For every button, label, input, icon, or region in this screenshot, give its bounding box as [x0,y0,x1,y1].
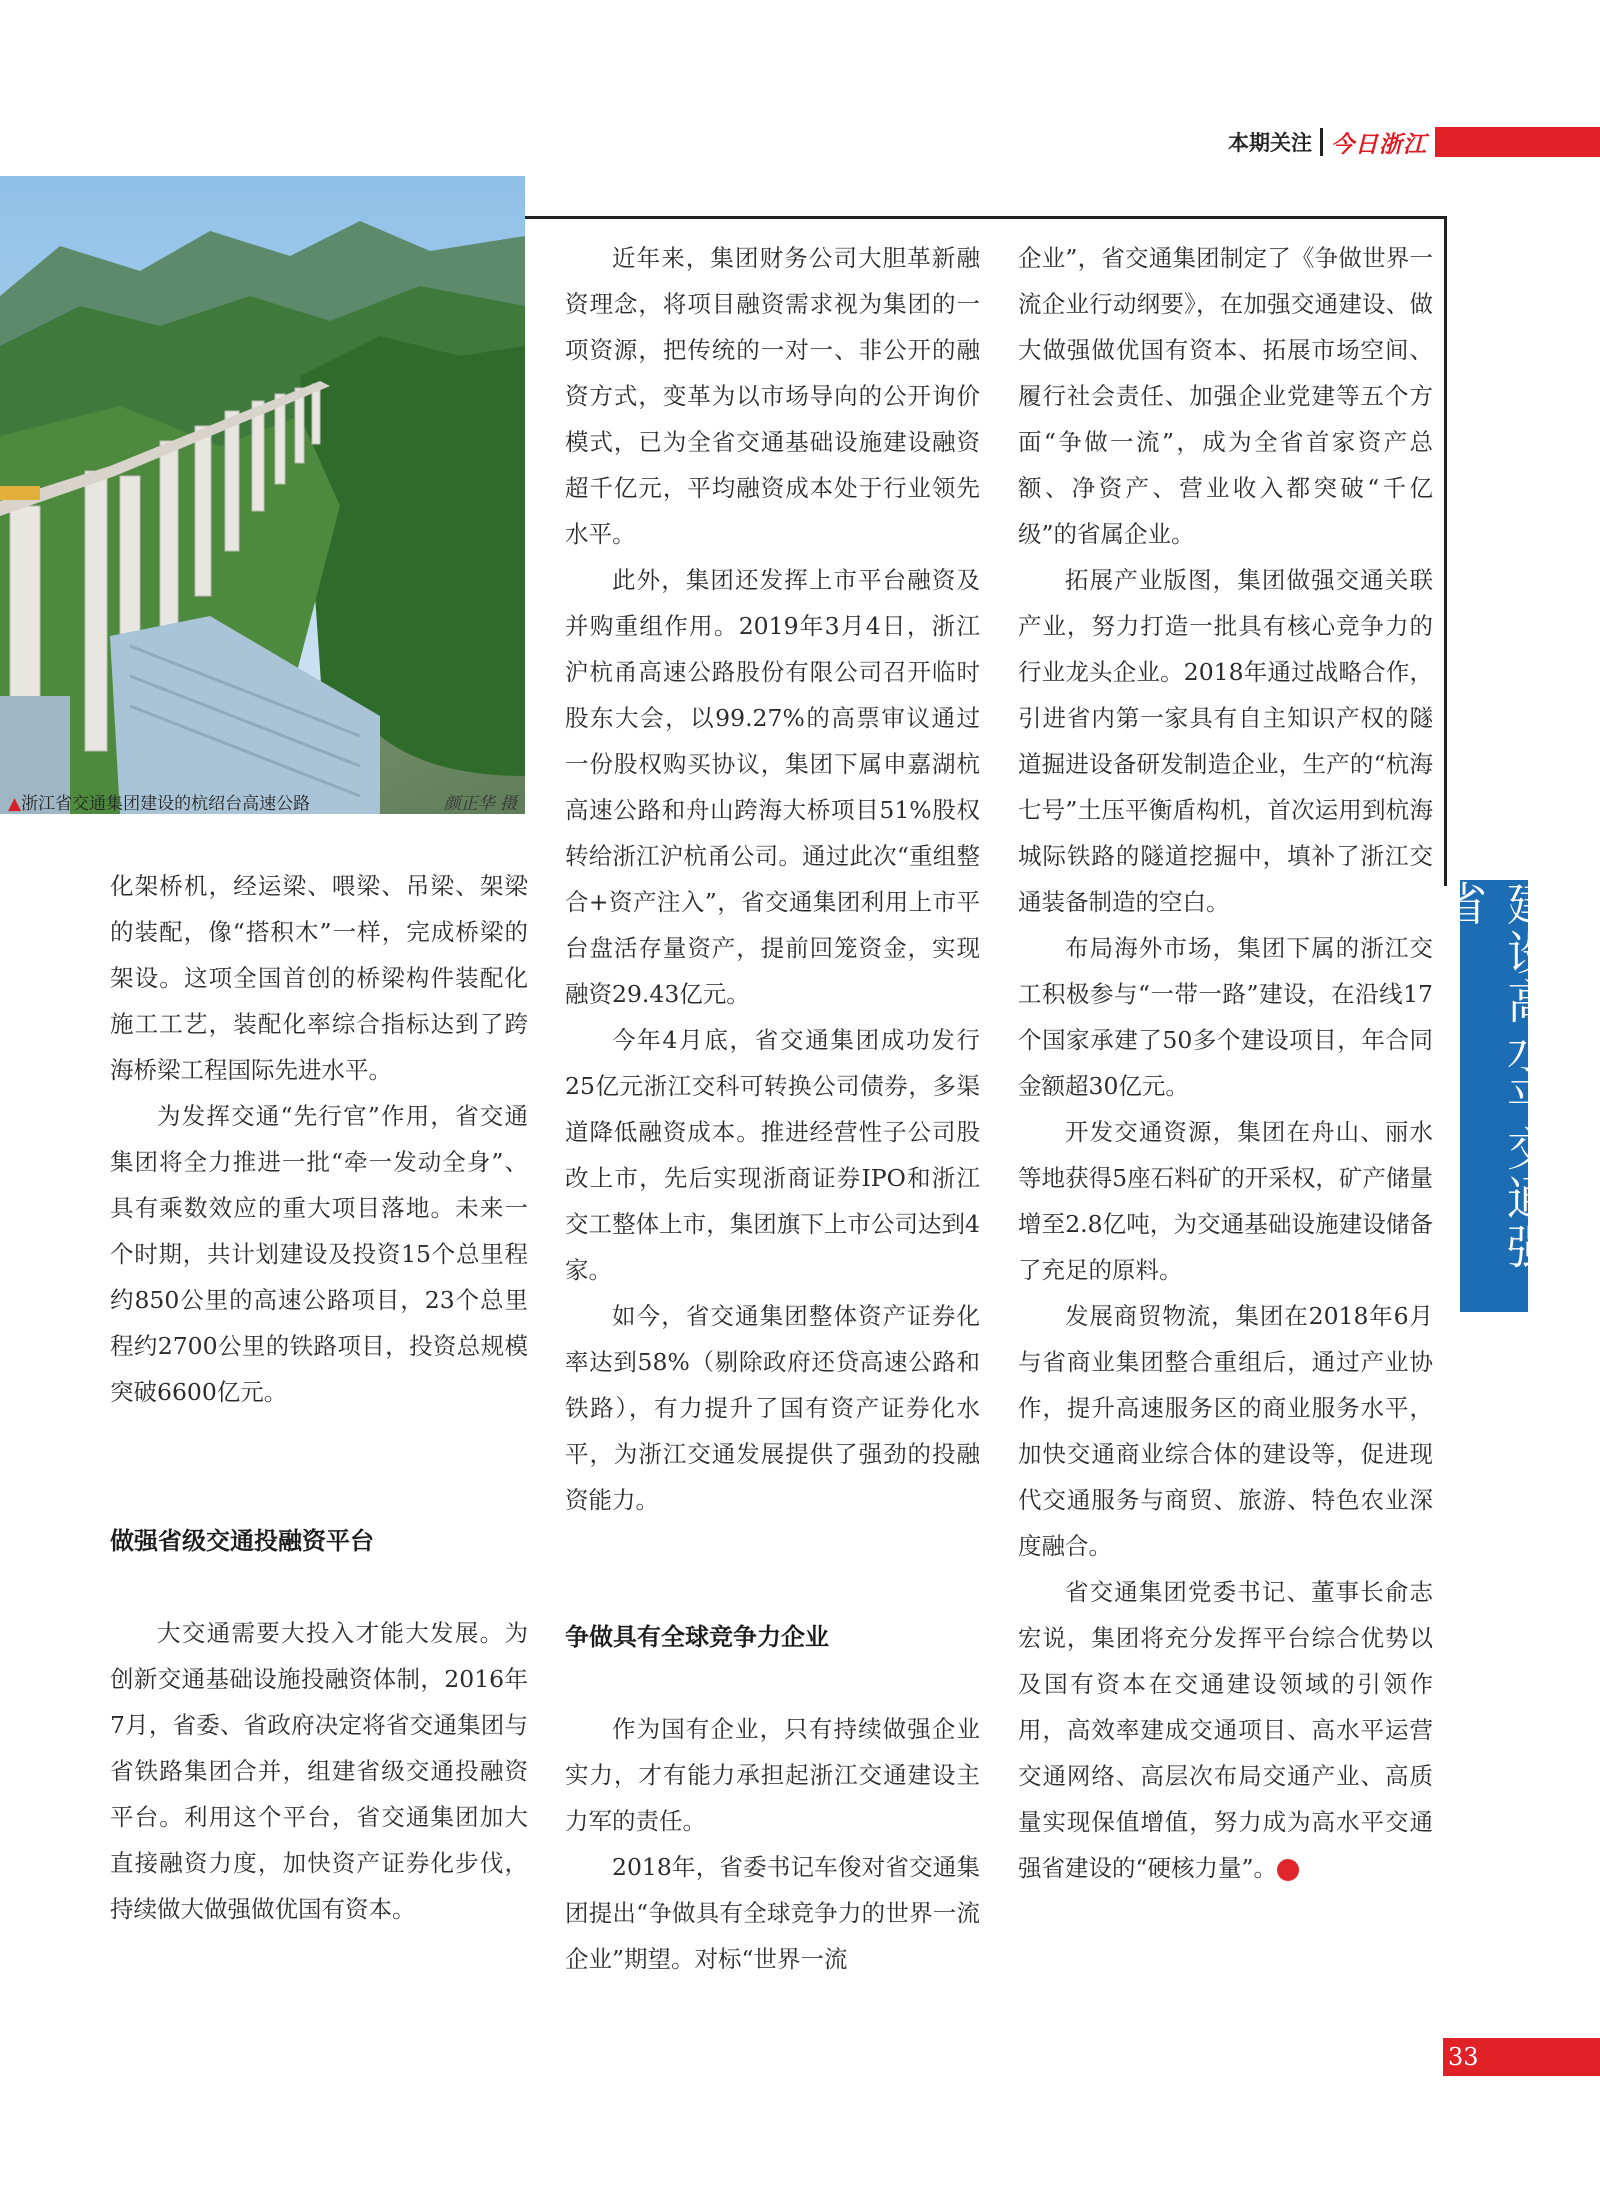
page-header [1228,125,1600,159]
side-tab-text: 建设高水平交通强省 [1434,880,1554,1272]
frame-line-top [525,216,1445,219]
paragraph: 拓展产业版图，集团做强交通关联产业，努力打造一批具有核心竞争力的行业龙头企业。2018年通过战略合作，引进省内第一家具有自主知识产权的隧道掘进设备研发制造企业，生产的“杭海七号”土压平衡盾构机，首次运用到杭海城际铁路的隧道挖掘中，填补了浙江交通装备制造的空白。 [1018,566,1433,916]
caption-triangle-icon: ▲ [8,793,22,814]
paragraph: 作为国有企业，只有持续做强企业实力，才有能力承担起浙江交通建设主力军的责任。 [565,1715,980,1835]
paragraph: 大交通需要大投入才能大发展。为创新交通基础设施投融资体制，2016年7月，省委、省政府决定将省交通集团与省铁路集团合并，组建省级交通投融资平台。利用这个平台，省交通集团加大直接融资力度，加快资产证券化步伐，持续做大做强做优国有资本。 [110,1619,528,1923]
paragraph: 为发挥交通“先行官”作用，省交通集团将全力推进一批“牵一发动全身”、具有乘数效应的重大项目落地。未来一个时期，共计划建设及投资15个总里程约850公里的高速公路项目，23个总里程约2700公里的铁路项目，投资总规模突破6600亿元。 [110,1102,528,1406]
paragraph: 布局海外市场，集团下属的浙江交工积极参与“一带一路”建设，在沿线17个国家承建了50多个建设项目，年合同金额超30亿元。 [1018,934,1433,1100]
paragraph: 化架桥机，经运梁、喂梁、吊梁、架梁的装配，像“搭积木”一样，完成桥梁的架设。这项全国首创的桥梁构件装配化施工工艺，装配化率综合指标达到了跨海桥梁工程国际先进水平。 [110,872,528,1084]
paragraph: 开发交通资源，集团在舟山、丽水等地获得5座石料矿的开采权，矿产储量增至2.8亿吨，为交通基础设施建设储备了充足的原料。 [1018,1118,1433,1284]
article-column-3 [1018,235,1433,1891]
paragraph-final [1018,1569,1433,1891]
end-mark-icon: 今 [1277,1859,1299,1881]
paragraph-text: 省交通集团党委书记、董事长俞志宏说，集团将充分发挥平台综合优势以及国有资本在交通建设领域的引领作用，高效率建成交通项目、高水平运营交通网络、高层次布局交通产业、高质量实现保值增值，努力成为高水平交通强省建设的“硬核力量”。 [1018,1578,1433,1882]
caption-text: 浙江省交通集团建设的杭绍台高速公路 [21,793,311,814]
page-number: 33 [1448,2043,1479,2071]
article-column-1 [110,863,528,1415]
magazine-logo: 今日浙江 [1331,131,1427,158]
header-red-bar [1435,127,1600,157]
photo-credit: 颜正华 摄 [443,793,517,814]
paragraph: 企业”，省交通集团制定了《争做世界一流企业行动纲要》，在加强交通建设、做大做强做优国有资本、拓展市场空间、履行社会责任、加强企业党建等五个方面“争做一流”，成为全省首家资产总额、净资产、营业收入都突破“千亿级”的省属企业。 [1018,244,1433,548]
photo-caption [8,788,523,814]
paragraph: 发展商贸物流，集团在2018年6月与省商业集团整合重组后，通过产业协作，提升高速服务区的商业服务水平，加快交通商业综合体的建设等，促进现代交通服务与商贸、旅游、特色农业深度融合。 [1018,1302,1433,1560]
paragraph: 2018年，省委书记车俊对省交通集团提出“争做具有全球竞争力的世界一流企业”期望。对标“世界一流 [565,1853,980,1973]
paragraph: 今年4月底，省交通集团成功发行25亿元浙江交科可转换公司债券，多渠道降低融资成本。推进经营性子公司股改上市，先后实现浙商证券IPO和浙江交工整体上市，集团旗下上市公司达到4家。 [565,1026,980,1284]
section-title: 本期关注 [1228,131,1312,155]
section-heading: 争做具有全球竞争力企业 [565,1623,829,1651]
highway-bridge-photo [0,176,525,814]
frame-line-right [1444,216,1447,886]
side-topic-tab [1434,880,1554,1312]
paragraph: 近年来，集团财务公司大胆革新融资理念，将项目融资需求视为集团的一项资源，把传统的一对一、非公开的融资方式，变革为以市场导向的公开询价模式，已为全省交通基础设施建设融资超千亿元，平均融资成本处于行业领先水平。 [565,244,980,548]
article-column-2 [565,235,980,1523]
section-heading: 做强省级交通投融资平台 [110,1527,374,1555]
header-divider [1320,128,1323,156]
paragraph: 如今，省交通集团整体资产证券化率达到58%（剔除政府还贷高速公路和铁路），有力提升了国有资产证券化水平，为浙江交通发展提供了强劲的投融资能力。 [565,1302,980,1514]
paragraph: 此外，集团还发挥上市平台融资及并购重组作用。2019年3月4日，浙江沪杭甬高速公路股份有限公司召开临时股东大会，以99.27%的高票审议通过一份股权购买协议，集团下属申嘉湖杭高速公路和舟山跨海大桥项目51%股权转给浙江沪杭甬公司。通过此次“重组整合+资产注入”，省交通集团利用上市平台盘活存量资产，提前回笼资金，实现融资29.43亿元。 [565,566,980,1008]
article-column-2-lower [565,1614,980,1982]
article-column-1-lower [110,1518,528,1932]
